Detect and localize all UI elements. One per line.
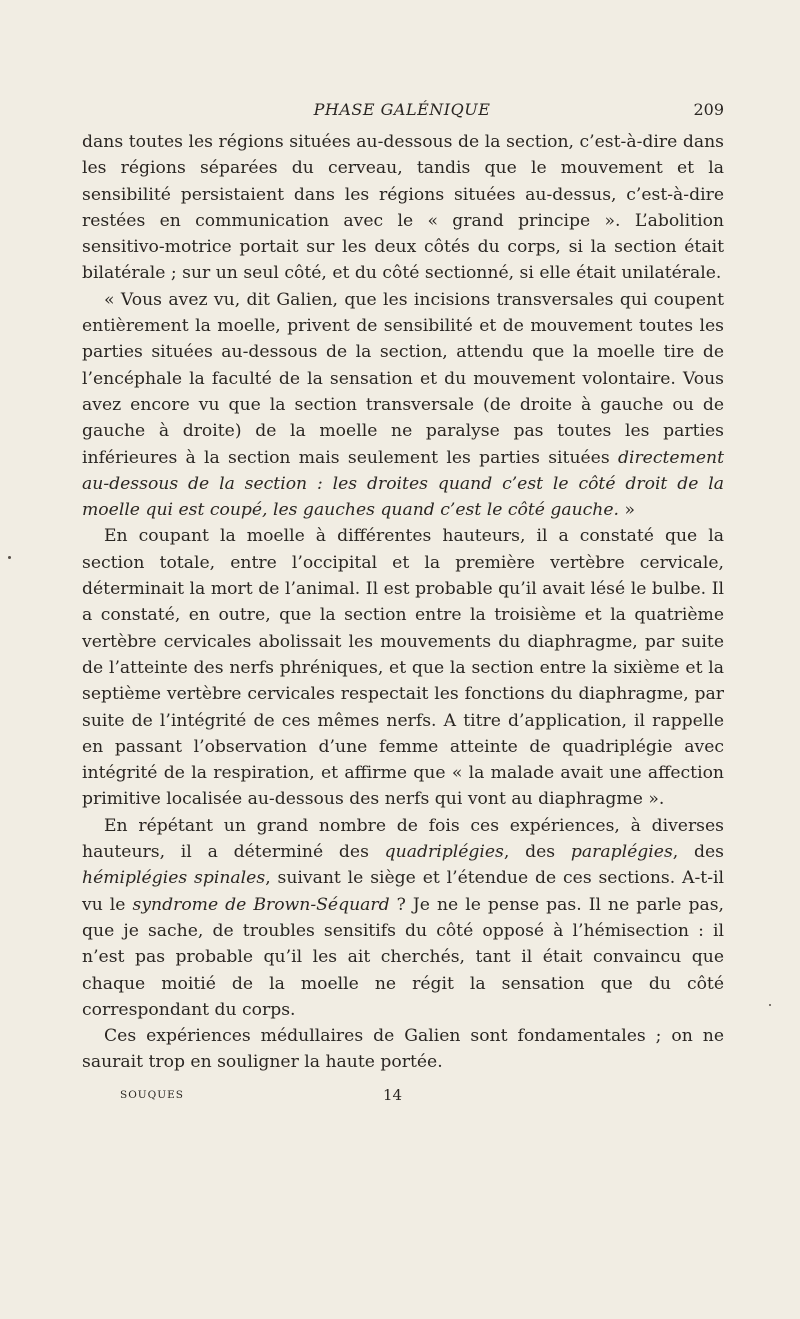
page-footer	[120, 1086, 720, 1106]
paragraph	[82, 129, 724, 287]
text-run: ? Je ne le pense pas. Il ne parle pas, que je sache, de troubles sensitifs du côté opposé à l’hémisection : il n’est pas probable qu’il les ait cherchés, tant il était convaincu que chaque moitié de la moelle ne régit la sensation que du côté correspondant du corps.	[82, 894, 724, 1020]
italic-text: directement au-dessous de la section : les droites quand c’est le côté droit de la moelle qui est coupé, les gauches quand c’est le côté gauche.	[82, 447, 724, 521]
italic-text: hémiplégies spinales	[82, 868, 266, 889]
text-run: En répétant un grand nombre de fois ces expériences, à diverses hauteurs, il a déterminé des	[82, 815, 724, 863]
italic-text: quadriplégies	[384, 842, 504, 863]
ink-speck	[8, 556, 11, 559]
text-run: , des	[503, 842, 571, 863]
paragraph	[82, 287, 724, 524]
paragraph	[82, 1023, 724, 1076]
text-run: Ces expériences médullaires de Galien sont fondamentales ; on ne saurait trop en souligner la haute portée.	[82, 1026, 724, 1073]
running-title: PHASE GALÉNIQUE	[313, 100, 491, 119]
paragraph	[82, 813, 724, 1023]
italic-text: paraplégies	[570, 842, 673, 863]
signature-mark: SOUQUES	[120, 1088, 184, 1101]
text-run: , des	[672, 842, 725, 863]
text-run: « Vous avez vu, dit Galien, que les incisions transversales qui coupent entièrement la moelle, privent de sensibilité et de mouvement toutes les parties situées au-dessous de la section, attendu que la moelle tire de l’encéphale la faculté de la sensation et du mouvement volontaire. Vous avez encore vu que la section transversale (de droite à gauche ou de gauche à droite) de la moelle ne paralyse pas toutes les parties inférieures à la section mais seulement les parties situées	[82, 289, 724, 468]
body-text	[82, 129, 724, 1076]
paragraph	[82, 523, 724, 812]
ink-speck	[769, 1004, 771, 1006]
page-number: 209	[693, 100, 724, 119]
italic-text: syndrome de Brown-Séquard	[132, 894, 390, 915]
signature-number: 14	[383, 1085, 403, 1104]
text-run: , suivant le siège et l’étendue de ces sections. A-t-il vu le	[82, 868, 724, 915]
text-run: dans toutes les régions situées au-dessous de la section, c’est-à-dire dans les régions séparées du cerveau, tandis que le mouvement et la sensibilité persistaient dans les régions situées au-dessus, c’est-à-dire restées en communication avec le « grand principe ». L’abolition sensitivo-motrice portait sur les deux côtés du corps, si la section était bilatérale ; sur un seul côté, et du côté sectionné, si elle était unilatérale.	[82, 132, 724, 284]
text-run: »	[619, 500, 635, 521]
running-head	[82, 100, 722, 124]
text-run: En coupant la moelle à différentes hauteurs, il a constaté que la section totale, entre l’occipital et la première vertèbre cervicale, déterminait la mort de l’animal. Il est probable qu’il avait lésé le bulbe. Il a constaté, en outre, que la section entre la troisième et la quatrième vertèbre cervicales abolissait les mouvements du diaphragme, par suite de l’atteinte des nerfs phréniques, et que la section entre la sixième et la septième vertèbre cervicales respectait les fonctions du diaphragme, par suite de l’intégrité de ces mêmes nerfs. A titre d’application, il rappelle en passant l’observation d’une femme atteinte de quadriplégie avec intégrité de la respiration, et affirme que « la malade avait une affection primitive localisée au-dessous des nerfs qui vont au diaphragme ».	[82, 526, 724, 810]
